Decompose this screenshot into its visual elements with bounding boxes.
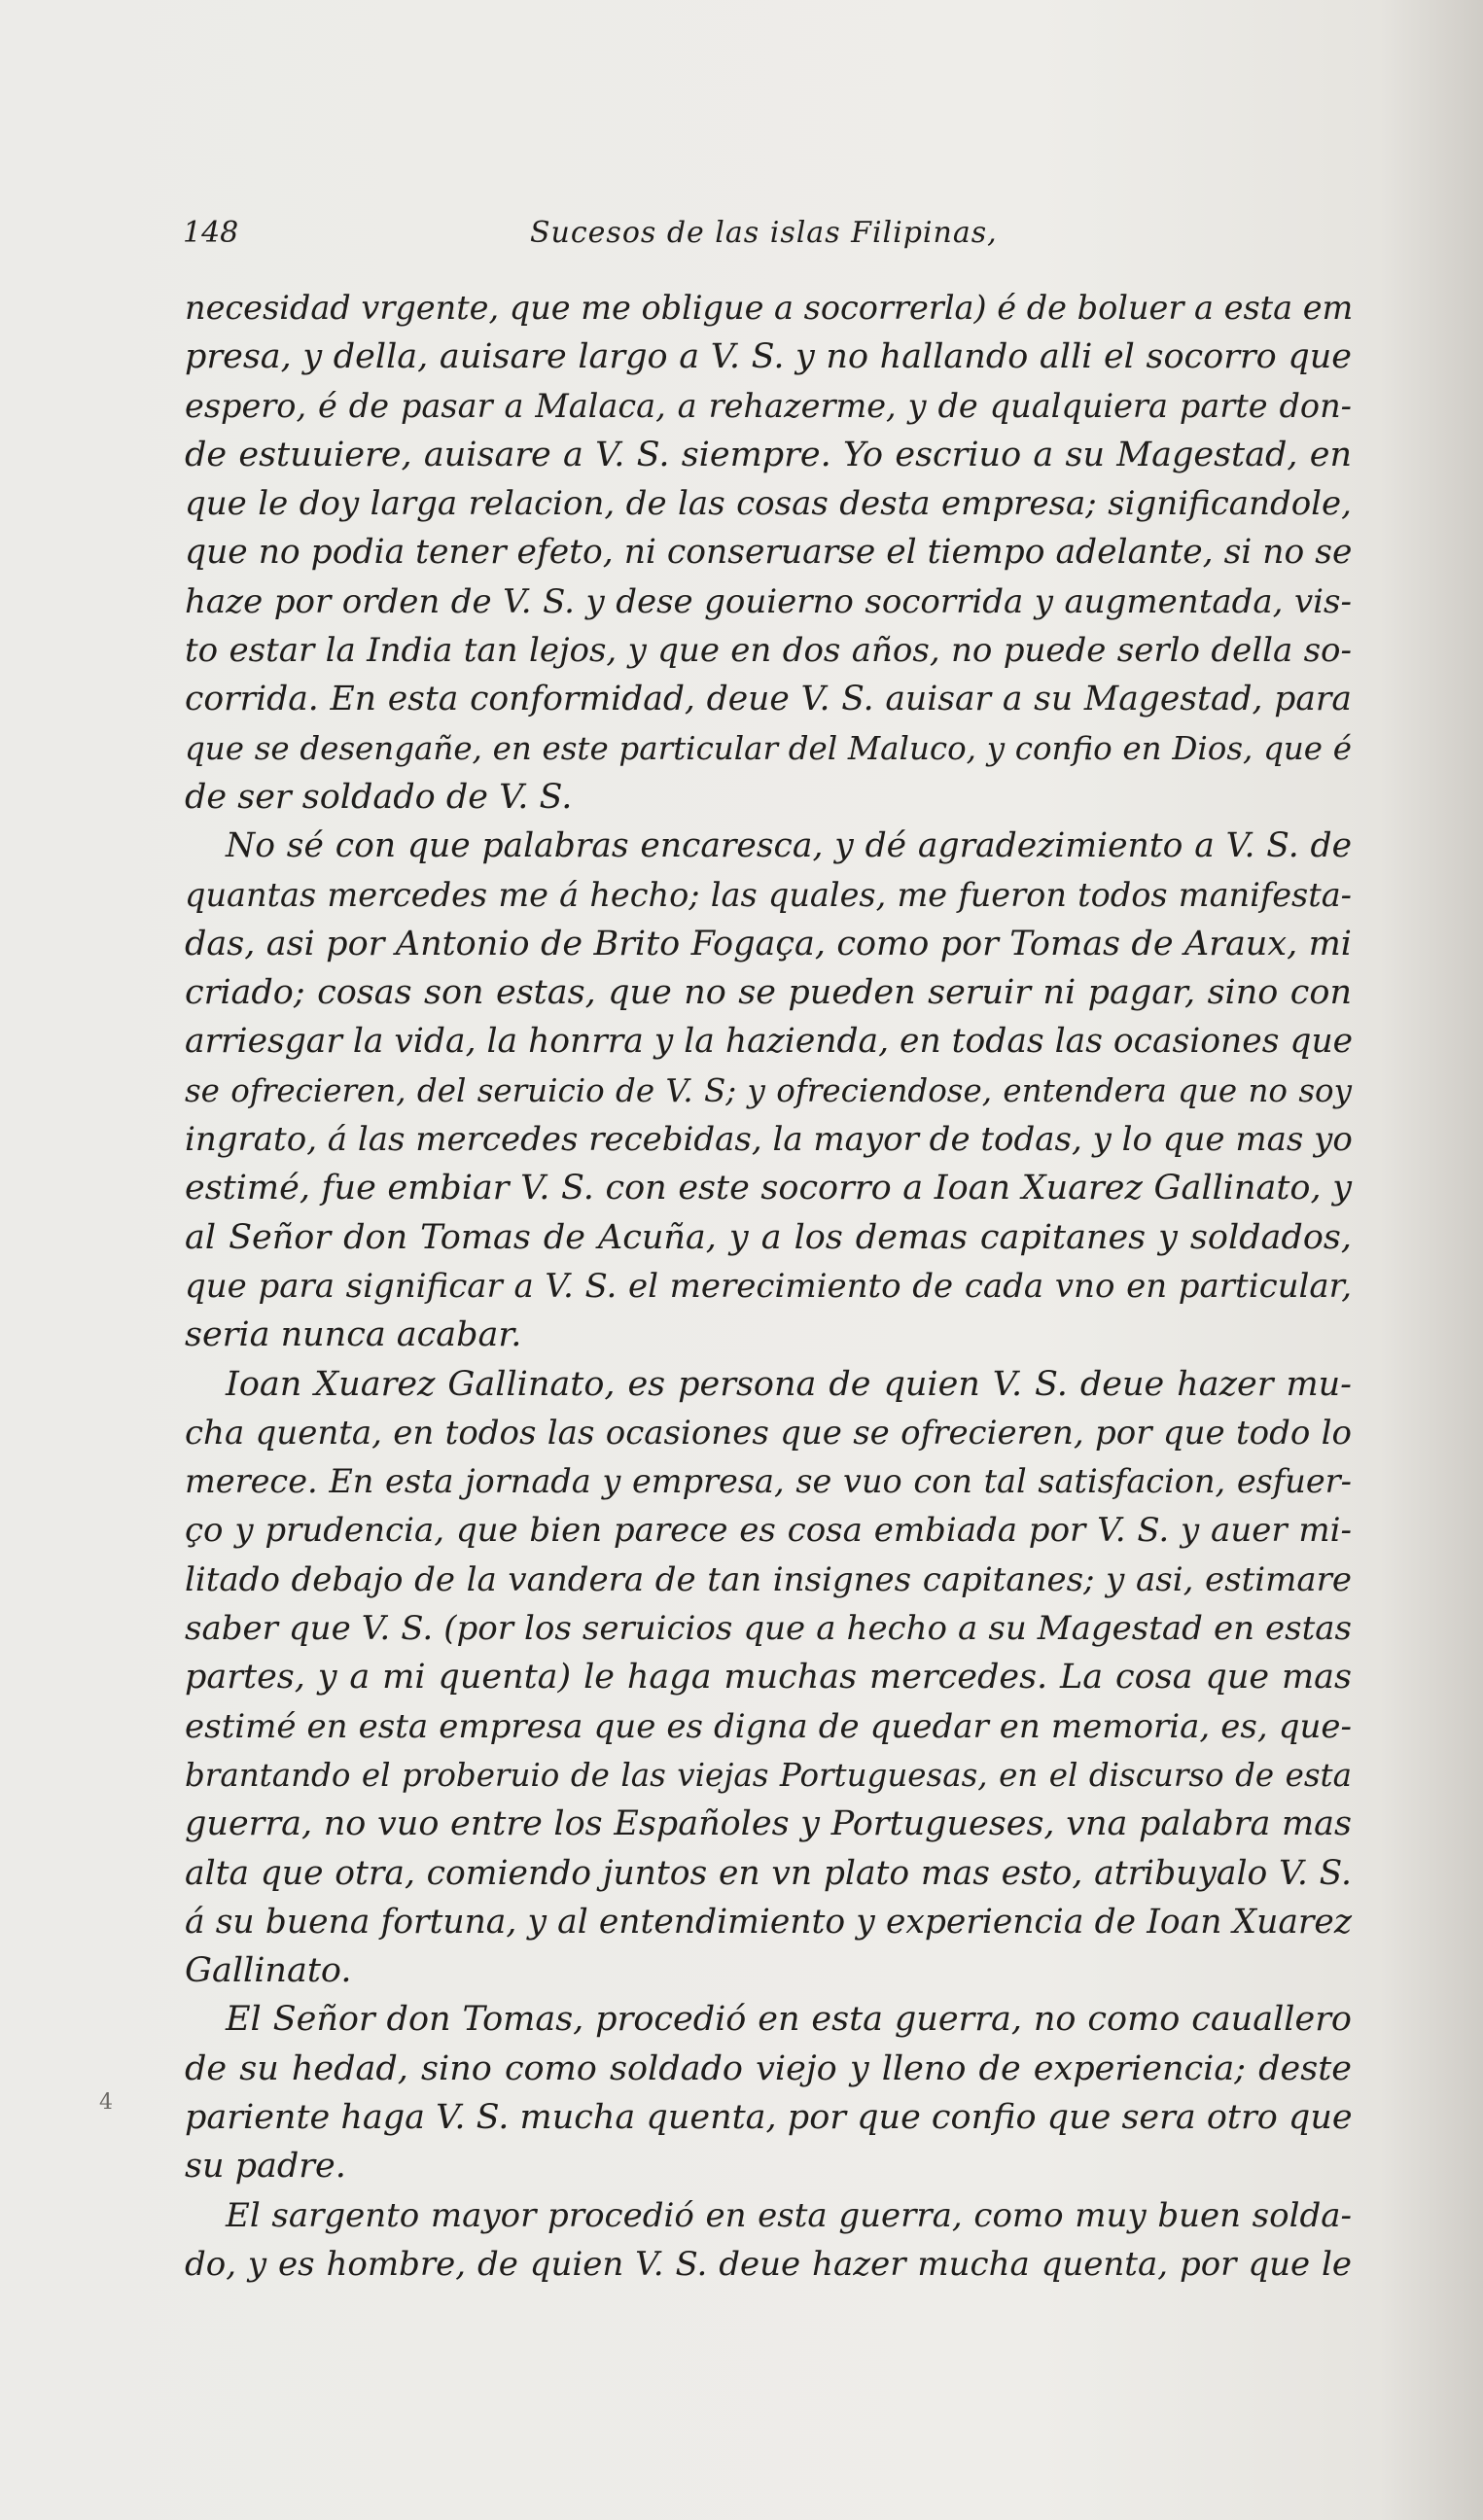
text-line: que para significar a V. S. el merecimiento de cada vno en particular, <box>185 1266 1352 1306</box>
paragraph-start-line: El Señor don Tomas, procedió en esta guerra, no como cauallero <box>226 2000 1352 2040</box>
running-head: Sucesos de las islas Filipinas, <box>530 216 998 250</box>
paragraph-start-line: El sargento mayor procedió en esta guerra, como muy buen solda- <box>226 2195 1352 2235</box>
text-line: de estuuiere, auisare a V. S. siempre. Yo escriuo a su Magestad, en <box>185 435 1352 474</box>
text-line: do, y es hombre, de quien V. S. deue hazer mucha quenta, por que le <box>185 2244 1352 2284</box>
paragraph-start-line: No sé con que palabras encaresca, y dé agradezimiento a V. S. de <box>226 826 1352 866</box>
text-line: estimé, fue embiar V. S. con este socorro a Ioan Xuarez Gallinato, y <box>185 1169 1352 1208</box>
text-line: estimé en esta empresa que es digna de quedar en memoria, es, que- <box>185 1706 1352 1746</box>
paragraph-end-line: de ser soldado de V. S. <box>185 777 573 817</box>
text-line: que le doy larga relacion, de las cosas desta empresa; significandole, <box>185 484 1352 524</box>
body-text <box>185 284 1352 2289</box>
paragraph-end-line: su padre. <box>185 2147 346 2187</box>
text-line: cha quenta, en todos las ocasiones que se ofrecieren, por que todo lo <box>185 1413 1352 1452</box>
text-line: á su buena fortuna, y al entendimiento y experiencia de Ioan Xuarez <box>185 1902 1352 1942</box>
text-line: que no podia tener efeto, ni conseruarse el tiempo adelante, si no se <box>185 533 1353 573</box>
text-line: arriesgar la vida, la honrra y la hazienda, en todas las ocasiones que <box>185 1022 1354 1062</box>
text-line: de su hedad, sino como soldado viejo y lleno de experiencia; deste <box>185 2048 1352 2088</box>
text-line: se ofrecieren, del seruicio de V. S; y ofreciendose, entendera que no soy <box>185 1071 1352 1109</box>
text-line: ço y prudencia, que bien parece es cosa embiada por V. S. y auer mi- <box>185 1511 1352 1551</box>
page-number: 148 <box>183 216 239 250</box>
margin-mark: 4 <box>99 2090 113 2115</box>
text-line: ingrato, á las mercedes recebidas, la mayor de todas, y lo que mas yo <box>185 1120 1353 1160</box>
paragraph-end-line: seria nunca acabar. <box>185 1315 522 1355</box>
text-line: litado debajo de la vandera de tan insignes capitanes; y asi, estimare <box>185 1559 1352 1599</box>
text-line: necesidad vrgente, que me obligue a socorrerla) é de boluer a esta em <box>185 289 1354 327</box>
text-line: to estar la India tan lejos, y que en dos años, no puede serlo della so- <box>185 631 1352 671</box>
text-line: guerra, no vuo entre los Españoles y Portugueses, vna palabra mas <box>185 1804 1352 1844</box>
paragraph-end-line: Gallinato. <box>185 1951 352 1991</box>
text-line: quantas mercedes me á hecho; las quales, me fueron todos manifesta- <box>185 875 1352 914</box>
text-line: brantando el proberuio de las viejas Portuguesas, en el discurso de esta <box>185 1756 1352 1794</box>
text-line: merece. En esta jornada y empresa, se vuo con tal satisfacion, esfuer- <box>185 1462 1352 1501</box>
text-line: corrida. En esta conformidad, deue V. S. auisar a su Magestad, para <box>185 680 1352 719</box>
text-line: partes, y a mi quenta) le haga muchas mercedes. La cosa que mas <box>185 1658 1352 1698</box>
text-line: espero, é de pasar a Malaca, a rehazerme, y de qualquiera parte don- <box>185 386 1352 425</box>
text-line: presa, y della, auisare largo a V. S. y no hallando alli el socorro que <box>185 337 1352 377</box>
text-line: criado; cosas son estas, que no se pueden seruir ni pagar, sino con <box>185 973 1352 1013</box>
text-line: das, asi por Antonio de Brito Fogaça, como por Tomas de Araux, mi <box>185 924 1352 963</box>
text-line: que se desengañe, en este particular del Maluco, y confio en Dios, que é <box>185 729 1352 767</box>
text-line: pariente haga V. S. mucha quenta, por que confio que sera otro que <box>185 2097 1353 2137</box>
text-line: saber que V. S. (por los seruicios que a hecho a su Magestad en estas <box>185 1609 1352 1649</box>
text-line: alta que otra, comiendo juntos en vn plato mas esto, atribuyalo V. S. <box>185 1853 1352 1893</box>
text-line: haze por orden de V. S. y dese gouierno socorrida y augmentada, vis- <box>185 581 1352 621</box>
text-line: al Señor don Tomas de Acuña, y a los demas capitanes y soldados, <box>185 1217 1352 1257</box>
paragraph-start-line: Ioan Xuarez Gallinato, es persona de quien V. S. deue hazer mu- <box>226 1364 1352 1404</box>
